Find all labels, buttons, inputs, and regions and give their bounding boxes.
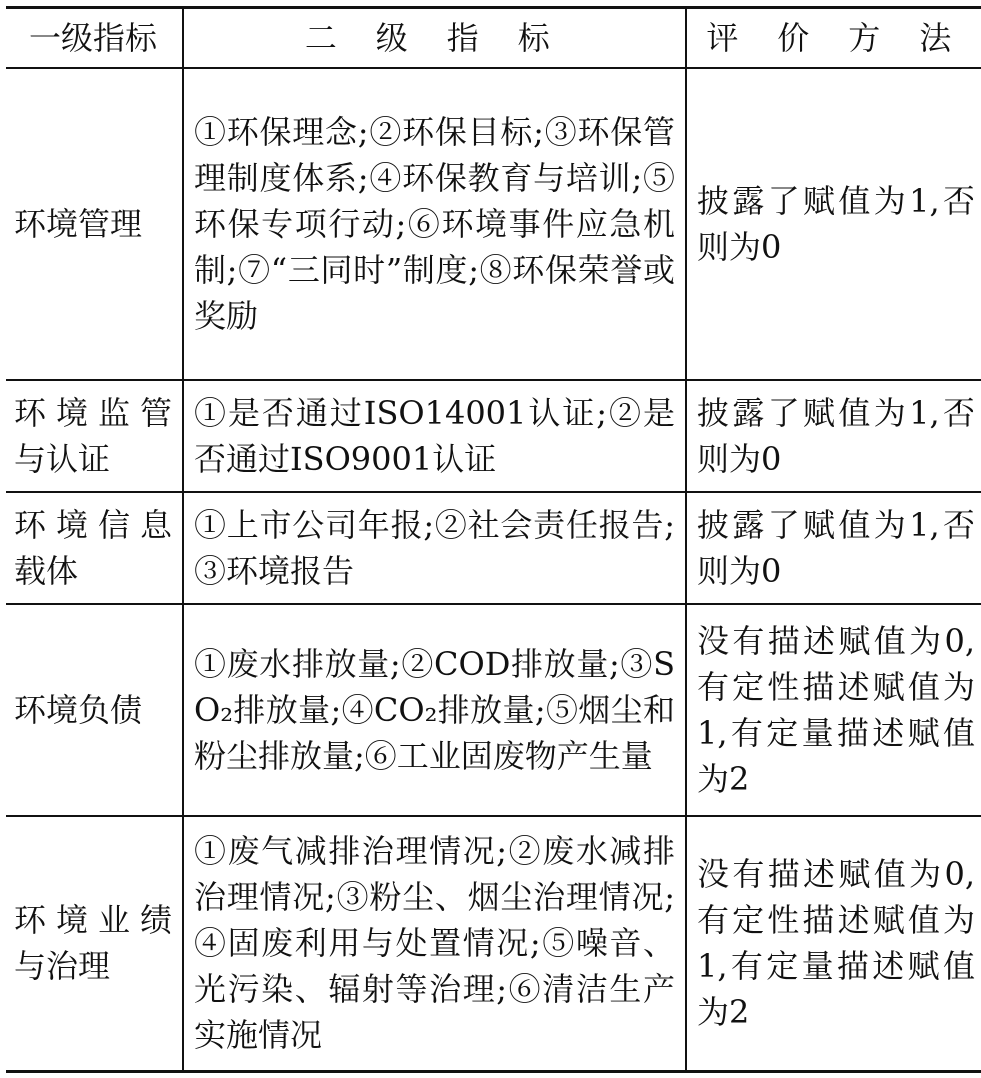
secondary-indicator-text: ①废水排放量;②COD排放量;③SO₂排放量;④CO₂排放量;⑤烟尘和粉尘排放量;⑥工业固废物产生量 [194,644,675,775]
primary-indicator-cell [6,604,183,816]
secondary-indicator-text: ①是否通过ISO14001认证;②是否通过ISO9001认证 [194,393,675,478]
evaluation-method-text: 披露了赋值为1,否则为0 [697,505,975,590]
evaluation-method-cell [686,604,981,816]
primary-indicator-text: 环境监管与认证 [14,393,172,478]
evaluation-method-text: 没有描述赋值为0,有定性描述赋值为1,有定量描述赋值为2 [697,621,975,798]
primary-indicator-text: 环境负债 [14,690,143,729]
primary-indicator-cell [6,380,183,492]
secondary-indicator-text: ①环保理念;②环保目标;③环保管理制度体系;④环保教育与培训;⑤环保专项行动;⑥环境事件应急机制;⑦“三同时”制度;⑧环保荣誉或奖励 [194,112,675,335]
header-evaluation-method: 评 价 方 法 [686,8,981,68]
table-row [6,604,981,816]
primary-indicator-text: 环境业绩与治理 [14,901,172,986]
evaluation-method-cell [686,492,981,604]
secondary-indicator-cell [183,492,686,604]
secondary-indicator-cell [183,816,686,1072]
evaluation-method-text: 没有描述赋值为0,有定性描述赋值为1,有定量描述赋值为2 [697,855,975,1032]
secondary-indicator-text: ①上市公司年报;②社会责任报告;③环境报告 [194,505,675,590]
evaluation-method-text: 披露了赋值为1,否则为0 [697,181,975,266]
table-row [6,816,981,1072]
table-row [6,380,981,492]
indicator-table [6,6,981,1073]
table-row [6,492,981,604]
primary-indicator-cell [6,68,183,380]
header-secondary-indicator: 二 级 指 标 [183,8,686,68]
secondary-indicator-cell [183,604,686,816]
primary-indicator-cell [6,816,183,1072]
table-row [6,68,981,380]
primary-indicator-cell [6,492,183,604]
evaluation-method-cell [686,816,981,1072]
header-row [6,8,981,68]
secondary-indicator-cell [183,380,686,492]
primary-indicator-text: 环境管理 [14,204,143,243]
evaluation-method-cell [686,68,981,380]
evaluation-method-text: 披露了赋值为1,否则为0 [697,393,975,478]
secondary-indicator-cell [183,68,686,380]
header-primary-indicator: 一级指标 [6,8,183,68]
secondary-indicator-text: ①废气减排治理情况;②废水减排治理情况;③粉尘、烟尘治理情况;④固废利用与处置情况;⑤噪音、光污染、辐射等治理;⑥清洁生产实施情况 [194,832,675,1055]
evaluation-method-cell [686,380,981,492]
primary-indicator-text: 环境信息载体 [14,505,172,590]
